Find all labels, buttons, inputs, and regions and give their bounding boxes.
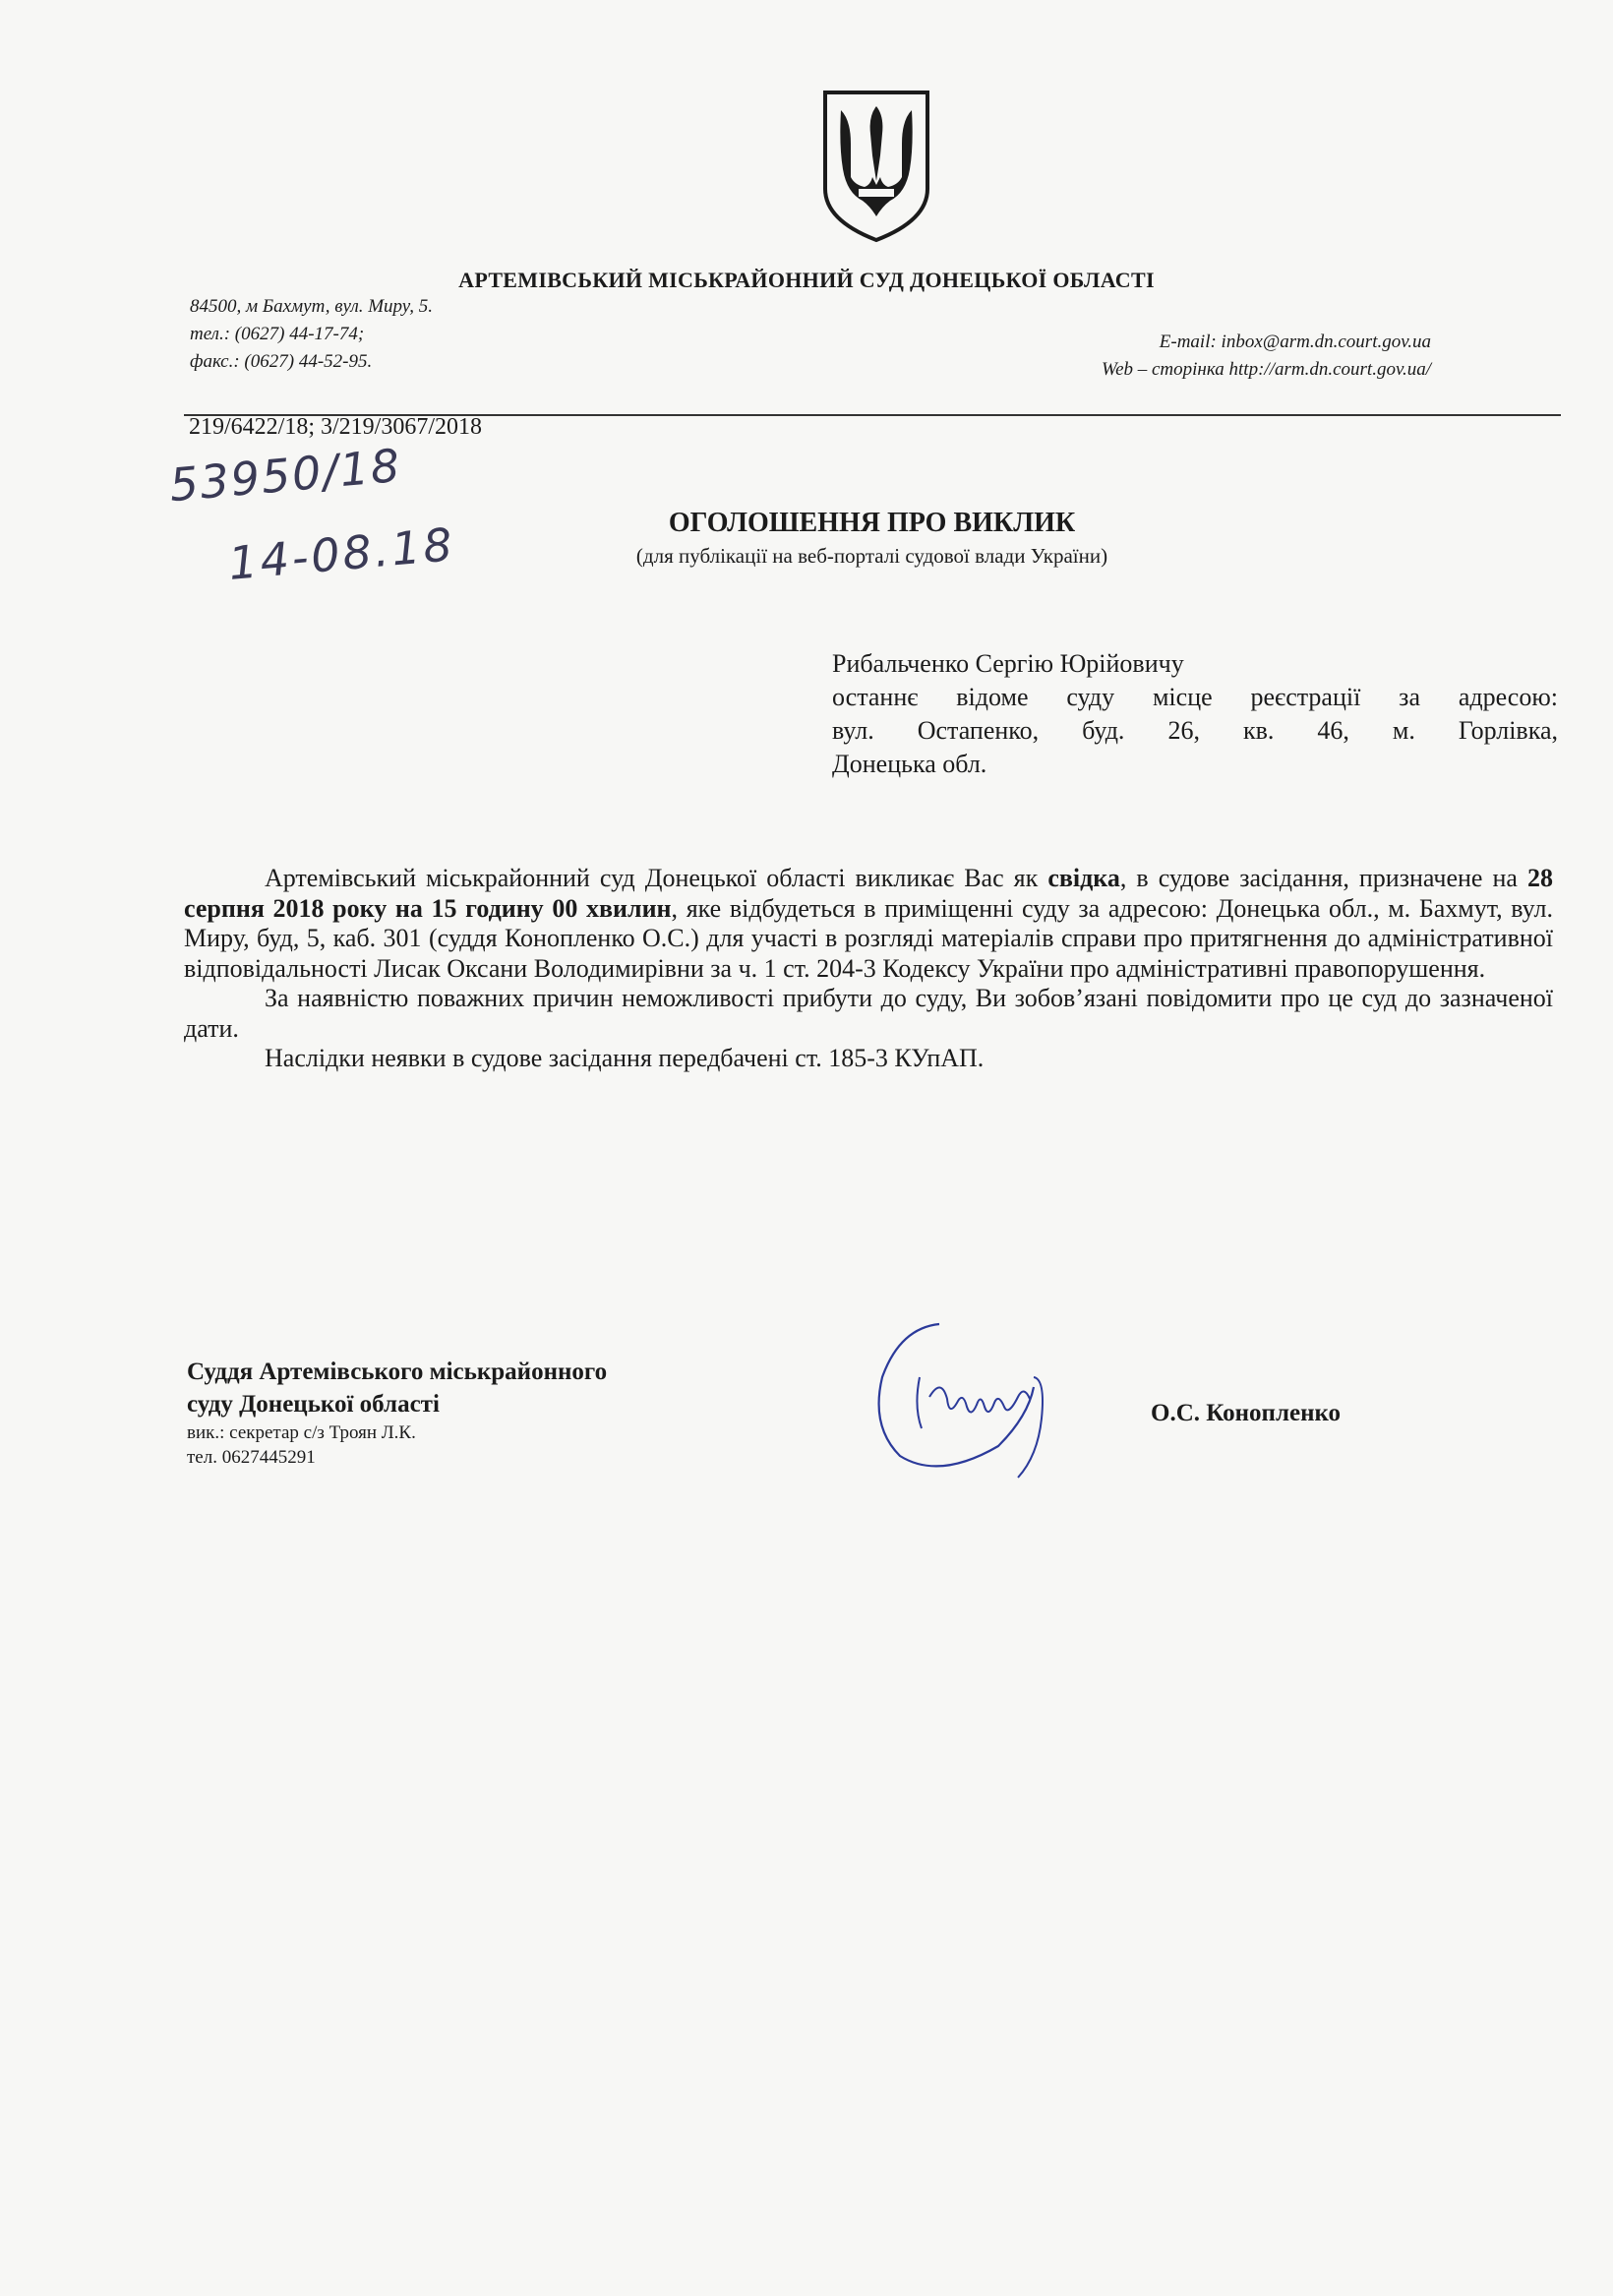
case-number: 219/6422/18; 3/219/3067/2018 xyxy=(189,414,483,440)
hearing-datetime: 28 серпня 2018 року на 15 годину 00 хвилин xyxy=(184,864,1553,923)
body-text-run: Артемівський міськрайонний суд Донецької області викликає Вас як xyxy=(265,864,1048,892)
body-text-run: , яке відбудеться в приміщенні суду за адресою: Донецька обл., м. Бахмут, вул. Миру, буд, 5, каб. 301 (суддя Конопленко О.С.) для участі в розгляді матеріалів справи про притягнення до адміністративної відповідальності Лисак Оксани Володимирівни за ч. 1 ст. 204-3 Кодексу України про адміністративні правопорушення. xyxy=(184,893,1554,983)
document-title: ОГОЛОШЕННЯ ПРО ВИКЛИК xyxy=(668,508,1076,538)
court-name: АРТЕМІВСЬКИЙ МІСЬКРАЙОННИЙ СУД ДОНЕЦЬКОЇ ОБЛАСТІ xyxy=(458,268,1155,292)
court-phone: тел.: (0627) 44-17-74; xyxy=(190,324,365,344)
judge-title: суду Донецької області xyxy=(187,1391,440,1418)
handwritten-signature-icon xyxy=(861,1308,1077,1495)
handwritten-date: 14-08.18 xyxy=(226,517,457,590)
executor: вик.: секретар с/з Троян Л.К. xyxy=(187,1422,416,1443)
document-subtitle: (для публікації на веб-порталі судової влади України) xyxy=(635,544,1108,568)
addressee-line: вул. Остапенко, буд. 26, кв. 46, м. Горлівка, xyxy=(832,716,1558,745)
addressee-name: Рибальченко Сергію Юрійовичу xyxy=(832,649,1184,678)
addressee-block xyxy=(832,647,1558,781)
coat-of-arms-icon xyxy=(819,87,933,244)
judge-name: О.С. Конопленко xyxy=(1151,1400,1342,1426)
addressee-line: останнє відоме суду місце реєстрації за адресою: xyxy=(832,683,1558,711)
body-text-run: , в судове засідання, призначене на xyxy=(1119,864,1527,892)
court-address-block xyxy=(190,293,433,376)
body-paragraph xyxy=(184,864,1553,984)
signature-block xyxy=(187,1356,607,1470)
executor-phone: тел. 0627445291 xyxy=(187,1447,316,1468)
notice-body xyxy=(184,864,1553,1074)
court-web: Web – сторінка http://arm.dn.court.gov.ua/ xyxy=(1101,359,1431,380)
court-contacts-block xyxy=(1102,329,1431,384)
court-fax: факс.: (0627) 44-52-95. xyxy=(190,351,373,372)
court-address: 84500, м Бахмут, вул. Миру, 5. xyxy=(190,296,434,317)
judge-title: Суддя Артемівського міськрайонного xyxy=(187,1359,608,1385)
body-paragraph: Наслідки неявки в судове засідання передбачені ст. 185-3 КУпАП. xyxy=(265,1044,985,1072)
court-email: E-mail: inbox@arm.dn.court.gov.ua xyxy=(1159,332,1431,352)
body-paragraph: За наявністю поважних причин неможливості прибути до суду, Ви зобов’язані повідомити про це суд до зазначеної дати. xyxy=(184,984,1553,1043)
body-emphasis: свідка xyxy=(1047,864,1120,892)
handwritten-registration-number: 53950/18 xyxy=(167,438,404,513)
addressee-line: Донецька обл. xyxy=(832,750,987,778)
